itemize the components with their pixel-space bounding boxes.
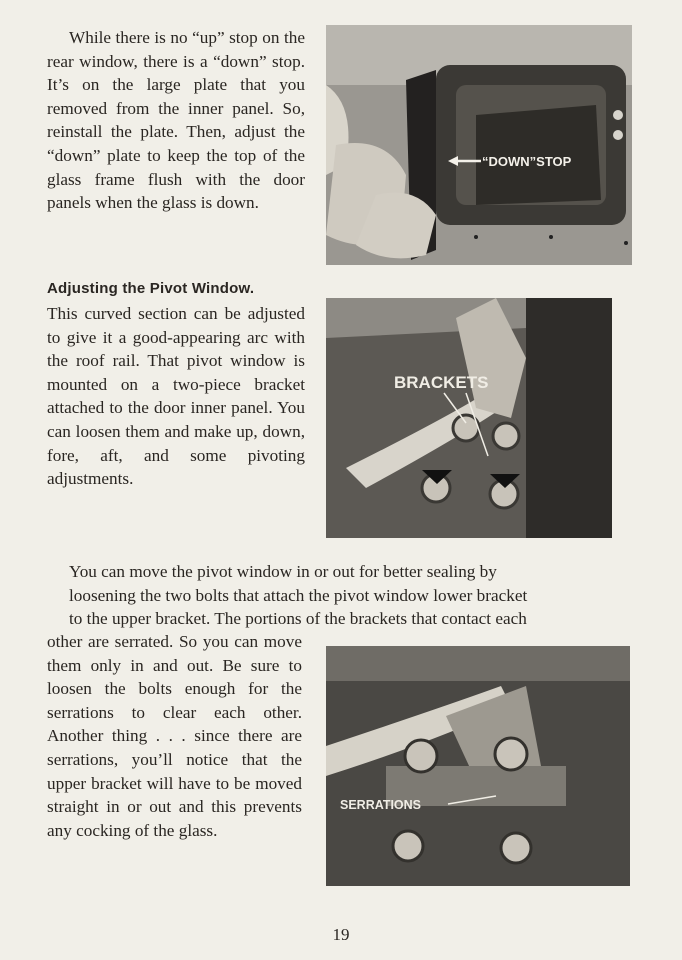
photo-brackets — [326, 298, 612, 538]
callout-down-stop: “DOWN”STOP — [482, 154, 572, 169]
photo-serrations — [326, 646, 630, 886]
paragraph-line: loosening the two bolts that attach the pivot window lower bracket — [69, 585, 528, 605]
paragraph-down-stop: While there is no “up” stop on the rear window, there is a “down” stop. It’s on the large plate that you removed from the inner panel. So, reinstall the plate. Then, adjust the “down” plate to keep the top of the glass frame flush with the door panels when the glass is down. — [47, 28, 305, 213]
callout-serrations: SERRATIONS — [340, 798, 422, 812]
page-number: 19 — [332, 925, 350, 944]
paragraph-serrations-intro — [47, 560, 632, 631]
section-heading: Adjusting the Pivot Window. — [47, 280, 255, 297]
paragraph-pivot-window: This curved section can be adjusted to give it a good-appearing arc with the roof rail. That pivot window is mounted on a two-piece bracket attached to the door inner panel. You can loosen them and make up, down, fore, aft, and some pivoting adjustments. — [47, 304, 305, 489]
paragraph-serrations: other are serrated. So you can move them only in and out. Be sure to loosen the bolts enough for the serrations to clear each other. Another thing . . . since there are serrations, you’ll notice that the upper bracket will have to be moved straight in or out and this prevents any cocking of the glass. — [47, 632, 302, 840]
photo-down-stop — [326, 25, 632, 265]
paragraph-line: to the upper bracket. The portions of the brackets that contact each — [69, 609, 527, 629]
photo-serrations-image — [326, 646, 630, 886]
photo-brackets-image — [326, 298, 612, 538]
photo-down-stop-image — [326, 25, 632, 265]
callout-brackets: BRACKETS — [394, 373, 489, 392]
paragraph-line: You can move the pivot window in or out for better sealing by — [69, 562, 497, 581]
